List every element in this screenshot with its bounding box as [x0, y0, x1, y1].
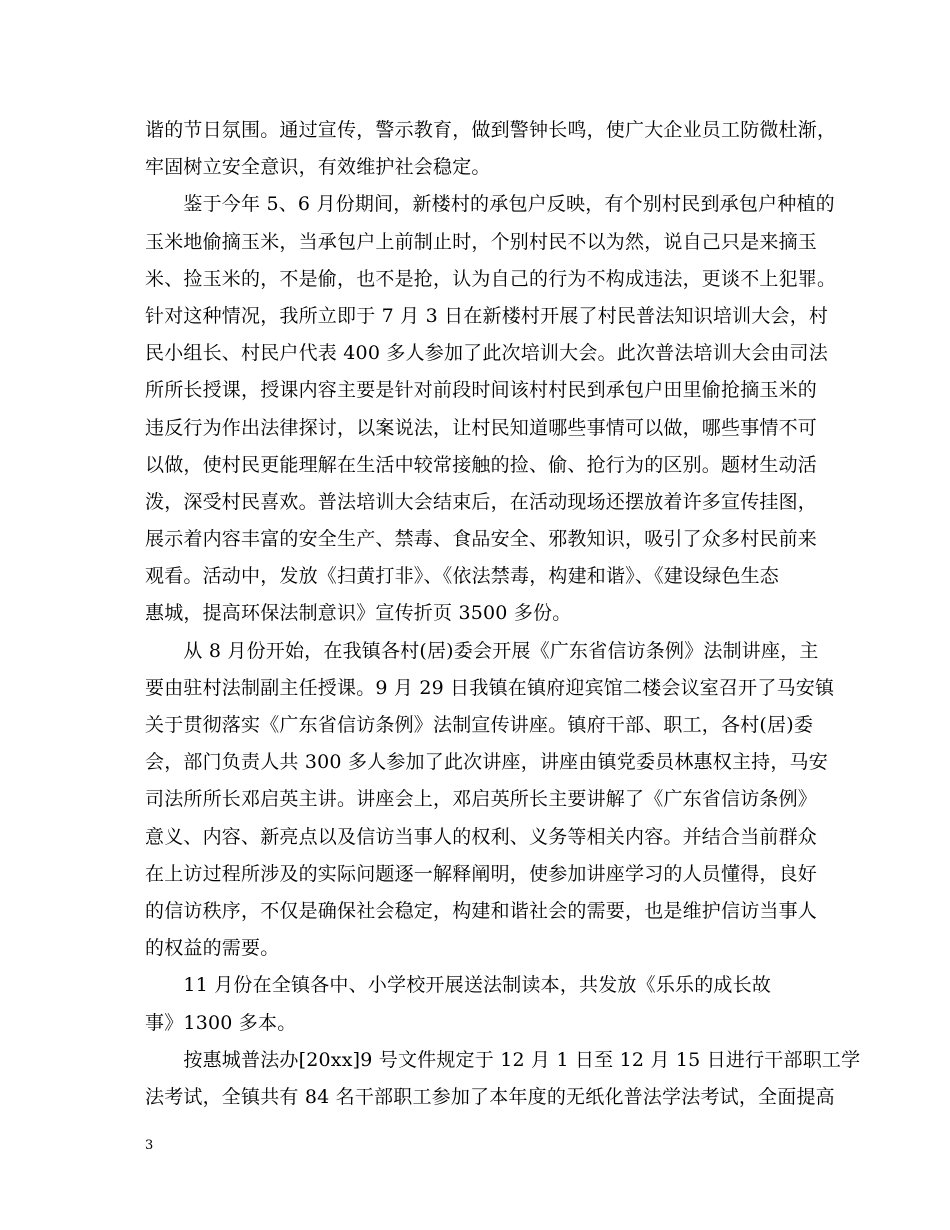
- text-line: 谐的节日氛围。通过宣传，警示教育，做到警钟长鸣，使广大企业员工防微杜渐，: [145, 119, 837, 141]
- text-line: 玉米地偷摘玉米，当承包户上前制止时，个别村民不以为然，说自己只是来摘玉: [145, 230, 818, 253]
- text-line: 11 月份在全镇各中、小学校开展送法制读本，共发放《乐乐的成长故: [145, 974, 772, 997]
- text-line: 在上访过程所涉及的实际问题逐一解释阐明，使参加讲座学习的人员懂得，良好: [145, 862, 818, 885]
- text-line: 惠城，提高环保法制意识》宣传折页 3500 多份。: [145, 602, 572, 625]
- text-line: 针对这种情况，我所立即于 7 月 3 日在新楼村开展了村民普法知识培训大会，村: [145, 304, 829, 327]
- text-line: 米、捡玉米的，不是偷，也不是抢，认为自己的行为不构成违法，更谈不上犯罪。: [145, 267, 837, 290]
- text-line: 牢固树立安全意识，有效维护社会稳定。: [145, 156, 491, 179]
- text-line: 的权益的需要。: [145, 937, 280, 960]
- text-line: 会，部门负责人共 300 多人参加了此次讲座，讲座由镇党委员林惠权主持，马安: [145, 751, 828, 774]
- text-line: 司法所所长邓启英主讲。讲座会上，邓启英所长主要讲解了《广东省信访条例》: [145, 788, 818, 811]
- page-number: 3: [145, 1138, 154, 1153]
- text-line: 观看。活动中，发放《扫黄打非》、《依法禁毒，构建和谐》、《建设绿色生态: [145, 565, 780, 588]
- text-line: 鉴于今年 5、6 月份期间，新楼村的承包户反映，有个别村民到承包户种植的: [145, 193, 835, 216]
- text-line: 所所长授课，授课内容主要是针对前段时间该村村民到承包户田里偷抢摘玉米的: [145, 379, 818, 402]
- text-line: 意义、内容、新亮点以及信访当事人的权利、义务等相关内容。并结合当前群众: [145, 825, 818, 848]
- text-line: 事》1300 多本。: [145, 1011, 297, 1034]
- document-body: [145, 116, 861, 1120]
- text-line: 从 8 月份开始，在我镇各村(居)委会开展《广东省信访条例》法制讲座，主: [145, 639, 819, 662]
- text-line: 的信访秩序，不仅是确保社会稳定，构建和谐社会的需要，也是维护信访当事人: [145, 899, 818, 922]
- text-line: 民小组长、村民户代表 400 多人参加了此次培训大会。此次普法培训大会由司法: [145, 342, 828, 365]
- text-line: 展示着内容丰富的安全生产、禁毒、食品安全、邪教知识，吸引了众多村民前来: [145, 528, 818, 551]
- text-line: 关于贯彻落实《广东省信访条例》法制宣传讲座。镇府干部、职工，各村(居)委: [145, 714, 814, 736]
- text-line: 按惠城普法办[20xx]9 号文件规定于 12 月 1 日至 12 月 15 日进行干部职工学: [145, 1048, 861, 1071]
- text-line: 以做，使村民更能理解在生活中较常接触的捡、偷、抢行为的区别。题材生动活: [145, 453, 818, 476]
- text-line: 违反行为作出法律探讨，以案说法，让村民知道哪些事情可以做，哪些事情不可: [145, 416, 818, 439]
- text-line: 泼，深受村民喜欢。普法培训大会结束后，在活动现场还摆放着许多宣传挂图，: [145, 490, 818, 513]
- text-line: 法考试，全镇共有 84 名干部职工参加了本年度的无纸化普法学法考试，全面提高: [145, 1085, 835, 1108]
- text-line: 要由驻村法制副主任授课。9 月 29 日我镇在镇府迎宾馆二楼会议室召开了马安镇: [145, 676, 835, 699]
